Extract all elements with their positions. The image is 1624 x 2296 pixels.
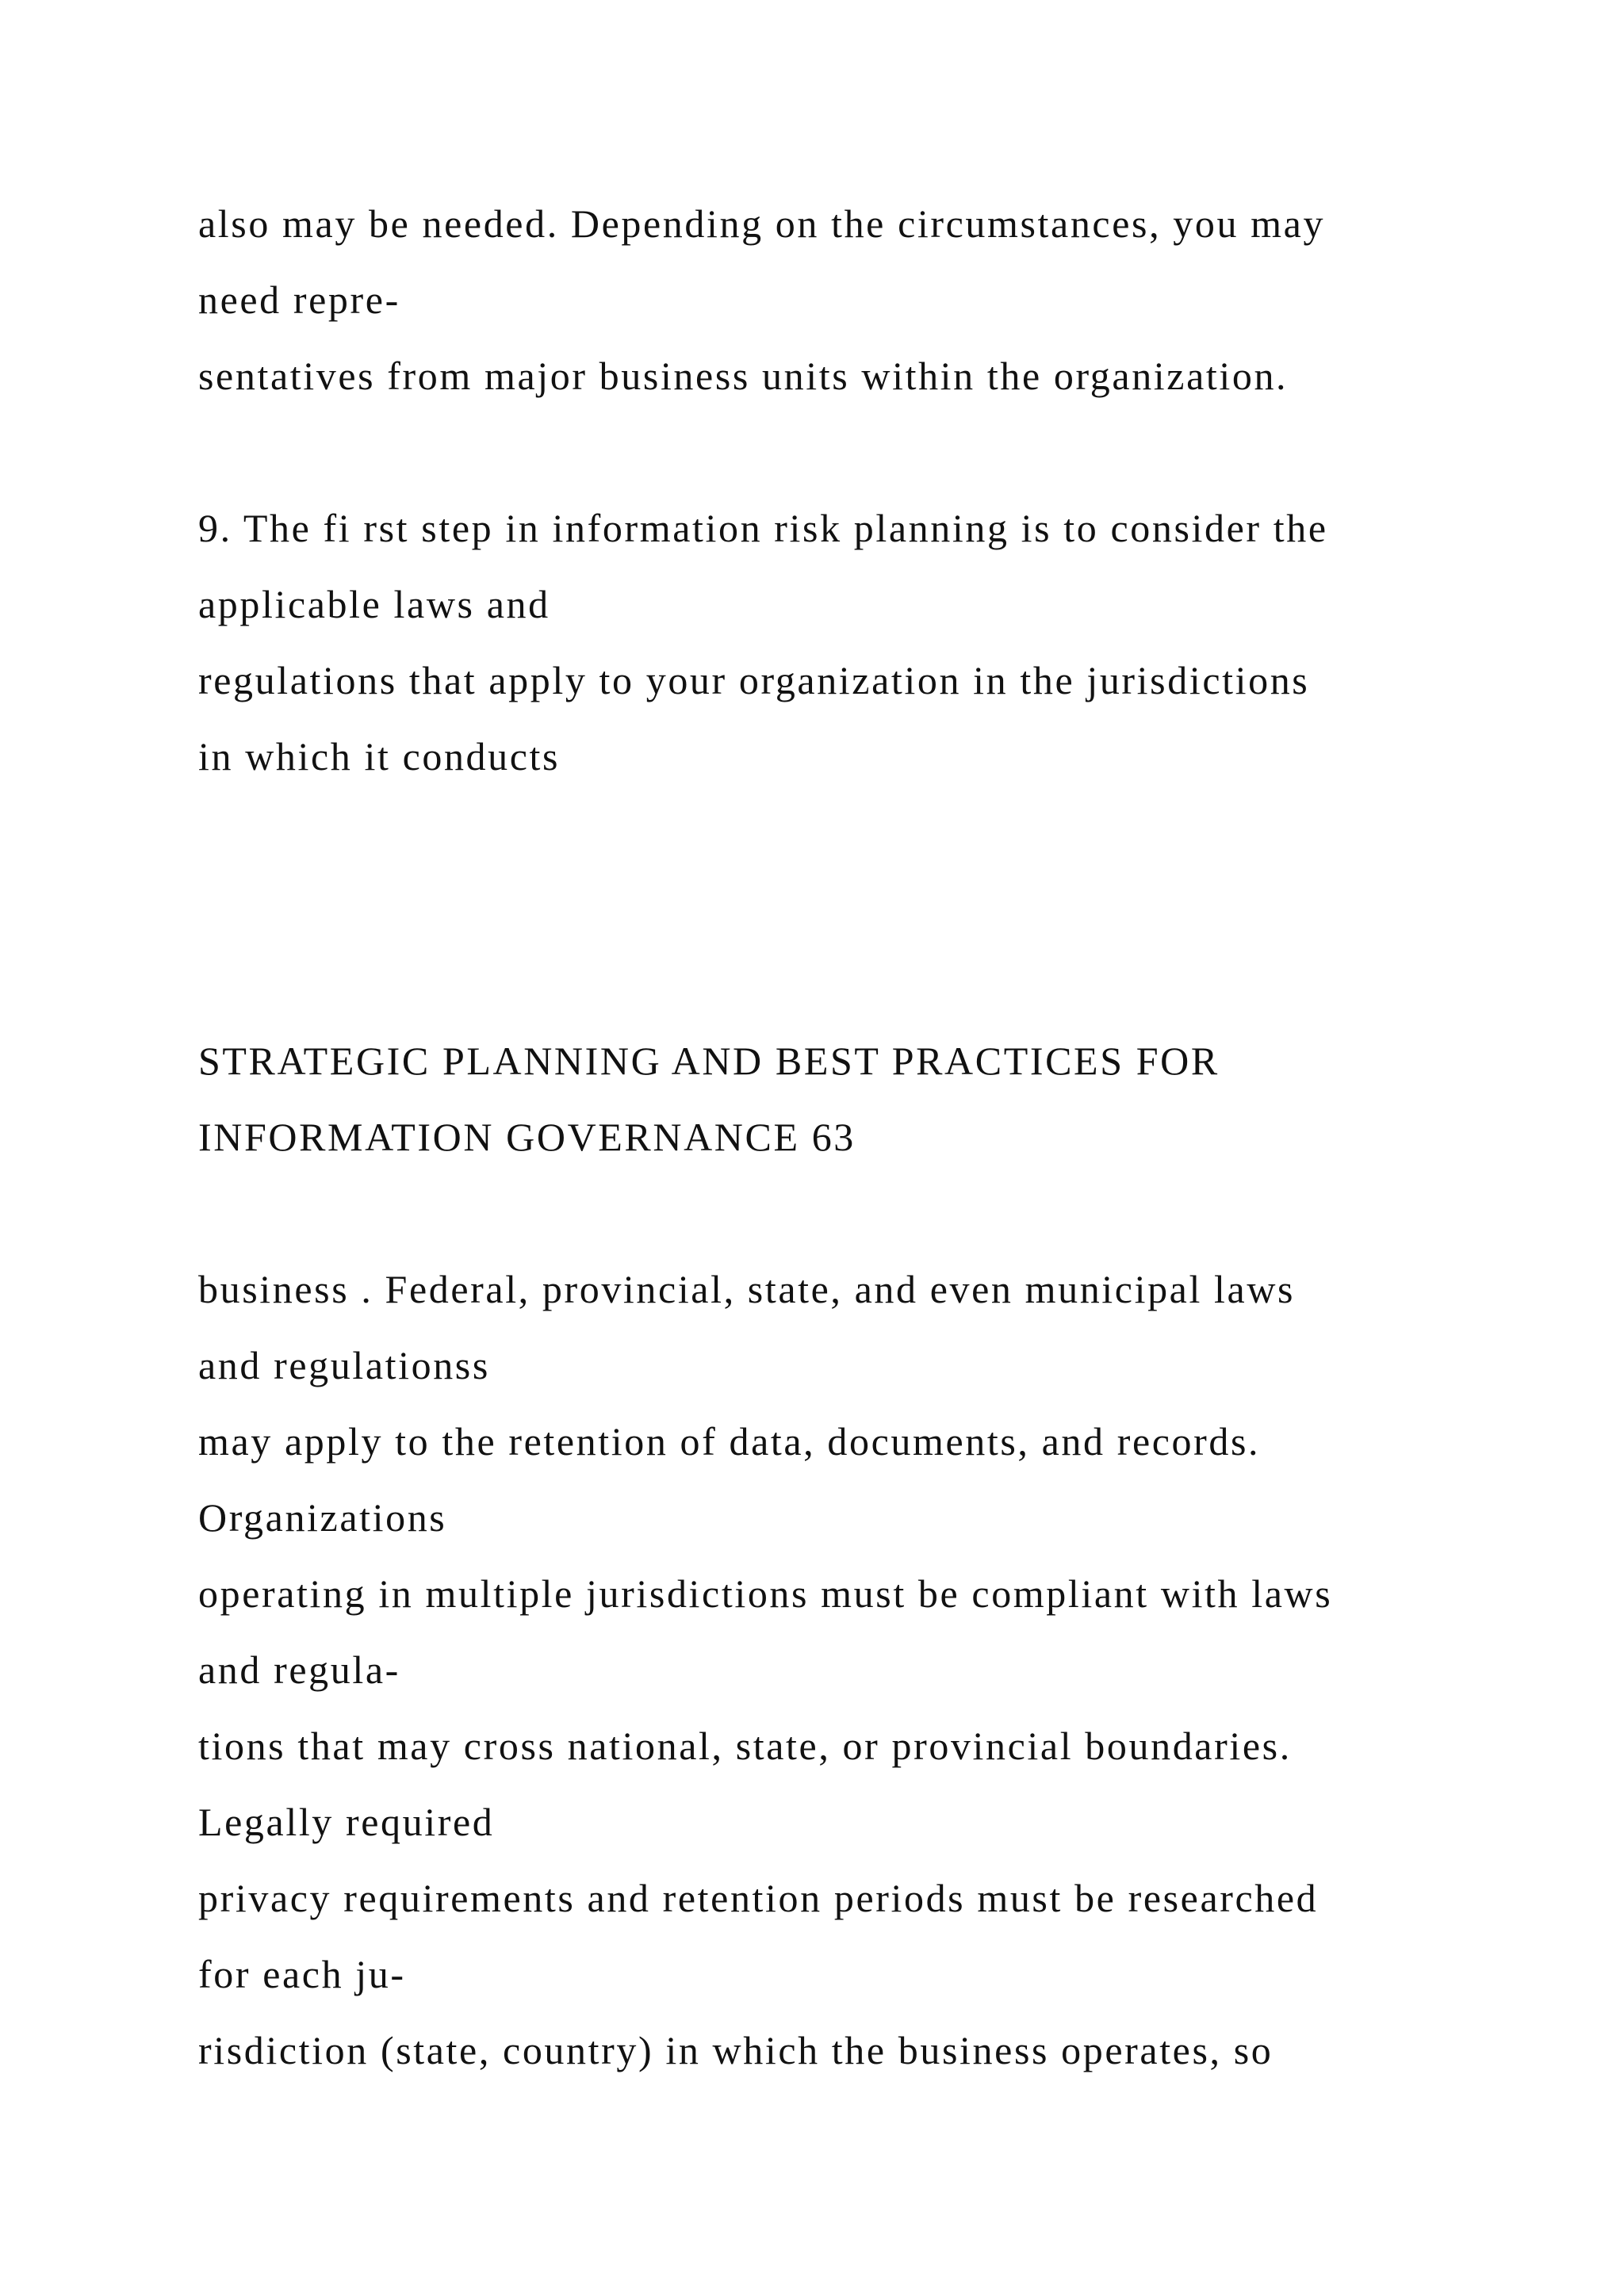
text-line: and regulationss (198, 1343, 490, 1387)
text-line: Organizations (198, 1495, 447, 1540)
text-line: also may be needed. Depending on the circumstances, you may (198, 201, 1326, 246)
text-line: risdiction (state, country) in which the business operates, so (198, 2028, 1274, 2072)
text-line: privacy requirements and retention periods must be researched (198, 1876, 1319, 1920)
text-line: may apply to the retention of data, documents, and records. (198, 1419, 1261, 1464)
running-header: INFORMATION GOVERNANCE 63 (198, 1115, 856, 1159)
text-line: Legally required (198, 1800, 495, 1844)
text-line: 9. The fi rst step in information risk planning is to consider the (198, 506, 1328, 550)
text-line: in which it conducts (198, 734, 561, 779)
text-line: regulations that apply to your organization in the jurisdictions (198, 658, 1310, 702)
text-line: for each ju- (198, 1952, 406, 1996)
text-line: tions that may cross national, state, or provincial boundaries. (198, 1724, 1292, 1768)
text-line: sentatives from major business units within the organization. (198, 354, 1289, 398)
text-line: applicable laws and (198, 582, 550, 626)
text-line: operating in multiple jurisdictions must be compliant with laws (198, 1571, 1333, 1616)
text-line: need repre- (198, 277, 400, 322)
running-header: STRATEGIC PLANNING AND BEST PRACTICES FOR (198, 1039, 1220, 1083)
text-line: and regula- (198, 1647, 400, 1692)
text-line: business . Federal, provincial, state, and even municipal laws (198, 1267, 1296, 1311)
